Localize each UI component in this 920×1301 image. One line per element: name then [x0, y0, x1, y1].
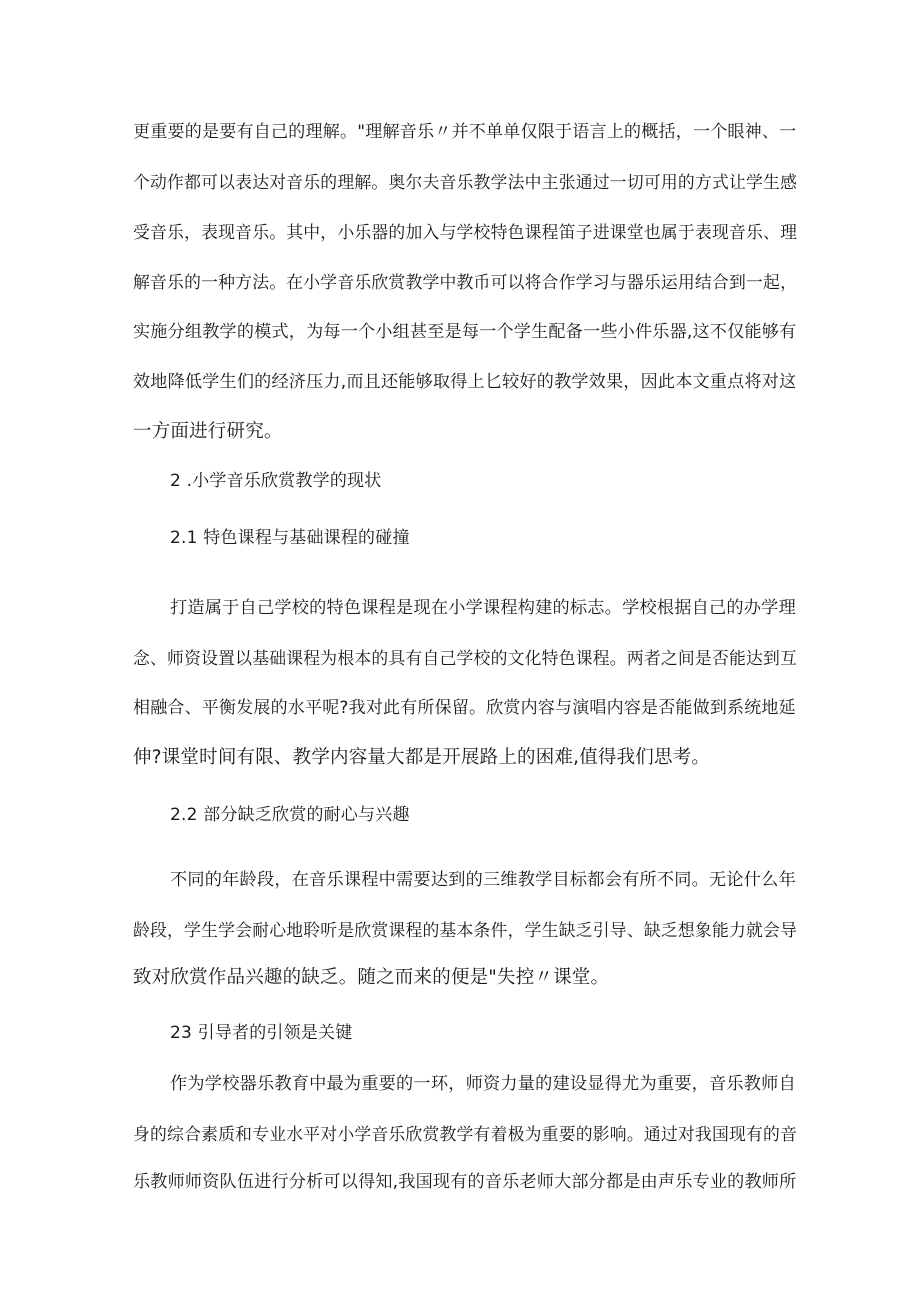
text-line: 致对欣赏作品兴趣的缺乏。随之而来的便是"失控〃课堂。 [133, 967, 610, 988]
text-line: 身的综合素质和专业水平对小学音乐欣赏教学有着极为重要的影响。通过对我国现有的音 [133, 1124, 798, 1144]
text-line: 不同的年龄段，在音乐课程中需要达到的三维教学目标都会有所不同。无论什么年 [170, 870, 796, 890]
text-line: 伸?课堂时间有限、教学内容量大都是开展路上的困难,值得我们思考。 [133, 747, 711, 768]
text-line: 解音乐的一种方法。在小学音乐欣赏教学中教币可以将合作学习与器乐运用结合到一起， [133, 272, 798, 292]
text-line: 相融合、平衡发展的水平呢?我对此有所保留。欣赏内容与演唱内容是否能做到系统地延 [133, 698, 796, 718]
text-line: 实施分组教学的模式，为每一个小组甚至是每一个学生配备一些小件乐器,这不仅能够有 [133, 322, 797, 342]
section-heading: 2 .小学音乐欣赏教学的现状 [170, 471, 382, 491]
text-line: 更重要的是要有自己的理解。"理解音乐〃并不单单仅限于语言上的概括，一个眼神、一 [133, 122, 797, 142]
text-line: 龄段，学生学会耐心地聆听是欣赏课程的基本条件，学生缺乏引导、缺乏想象能力就会导 [133, 920, 798, 940]
text-line: 个动作都可以表达对音乐的理解。奥尔夫音乐教学法中主张通过一切可用的方式让学生感 [133, 172, 798, 192]
text-line: 一方面进行研究。 [133, 421, 283, 442]
subsection-heading: 23 引导者的引领是关键 [170, 1023, 353, 1043]
text-line: 念、师资设置以基础课程为根本的具有自己学校的文化特色课程。两者之间是否能达到互 [133, 648, 798, 668]
text-line: 作为学校器乐教育中最为重要的一环，师资力量的建设显得尤为重要，音乐教师自 [170, 1074, 796, 1094]
text-line: 受音乐，表现音乐。其中，小乐器的加入与学校特色课程笛子进课堂也属于表现音乐、理 [133, 222, 798, 242]
subsection-heading: 2.2 部分缺乏欣赏的耐心与兴趣 [170, 805, 410, 825]
text-line: 打造属于自己学校的特色课程是现在小学课程构建的标志。学校根据自己的办学理 [170, 598, 796, 618]
text-line: 乐教师师资队伍进行分析可以得知,我国现有的音乐老师大部分都是由声乐专业的教师所 [133, 1172, 797, 1192]
subsection-heading: 2.1 特色课程与基础课程的碰撞 [170, 528, 410, 548]
text-line: 效地降低学生们的经济压力,而且还能够取得上匕较好的教学效果，因此本文重点将对这 [133, 372, 797, 392]
